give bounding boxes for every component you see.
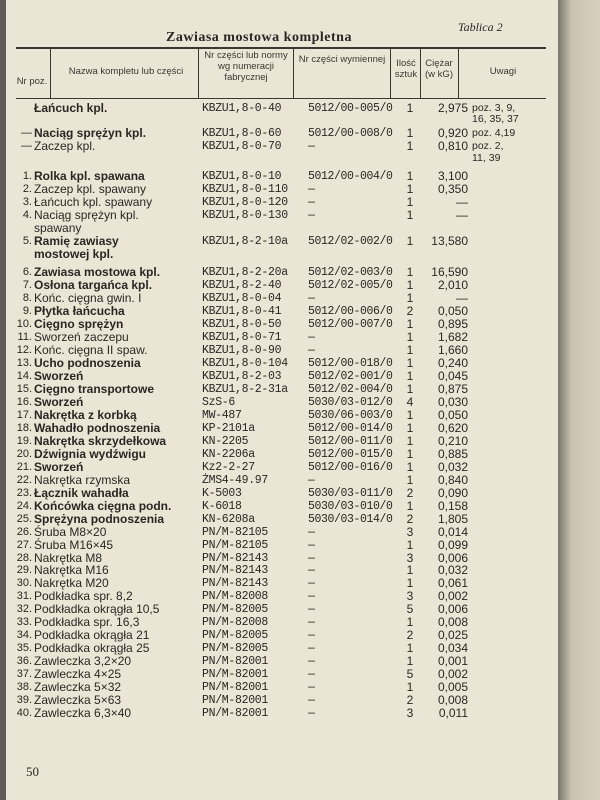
replacement-number: 5012/00-005/0	[308, 102, 393, 115]
row-number: 26.	[16, 526, 32, 538]
quantity: 1	[406, 473, 414, 487]
weight: 0,001	[437, 654, 468, 668]
quantity: 1	[406, 126, 414, 140]
catalog-number: KBZU1,8-0-60	[202, 127, 282, 140]
weight: 1,805	[437, 512, 468, 526]
row-number: 29.	[16, 564, 32, 576]
part-name: Śruba M16×45	[34, 538, 114, 552]
part-name: Sprężyna podnoszenia	[34, 512, 165, 526]
catalog-number: PN/M-82005	[202, 629, 269, 642]
row-number: 19.	[16, 435, 32, 447]
catalog-number: KN-6208a	[202, 513, 255, 526]
quantity: 1	[406, 234, 414, 248]
catalog-number: PN/M-82143	[202, 552, 269, 565]
quantity: 1	[406, 654, 414, 668]
replacement-number: 5030/03-011/0	[308, 487, 393, 500]
replacement-number: 5012/00-008/0	[308, 127, 393, 140]
quantity: 1	[406, 382, 414, 396]
part-name: Naciąg sprężyn kpl.	[34, 126, 147, 140]
weight: 0,008	[437, 693, 468, 707]
replacement-number: —	[308, 564, 315, 577]
row-number: 20.	[16, 448, 32, 460]
part-name: Podkładka spr. 8,2	[34, 589, 133, 603]
part-name: Zawiasa mostowa kpl.	[34, 265, 161, 279]
quantity: 1	[406, 291, 414, 305]
catalog-number: PN/M-82005	[202, 603, 269, 616]
weight: 0,158	[437, 499, 468, 513]
weight: 0,885	[437, 447, 468, 461]
row-number: 33.	[16, 616, 32, 628]
quantity: 1	[406, 330, 414, 344]
replacement-number: 5012/02-003/0	[308, 266, 393, 279]
quantity: 1	[406, 343, 414, 357]
catalog-number: PN/M-82008	[202, 616, 269, 629]
row-number: 6.	[22, 266, 32, 278]
row-number: 25.	[16, 513, 32, 525]
quantity: 1	[406, 101, 414, 115]
replacement-number: —	[308, 577, 315, 590]
replacement-number: 5012/00-018/0	[308, 357, 393, 370]
quantity: 2	[406, 512, 414, 526]
row-number: 37.	[16, 668, 32, 680]
part-name: Zawleczka 6,3×40	[34, 706, 132, 720]
catalog-number: PN/M-82143	[202, 564, 269, 577]
weight: 0,099	[437, 538, 468, 552]
quantity: 1	[406, 169, 414, 183]
row-number: 5.	[22, 235, 32, 247]
row-number: 32.	[16, 603, 32, 615]
weight: —	[456, 291, 468, 305]
weight: —	[456, 208, 468, 222]
part-name: Podkładka okrągła 10,5	[34, 602, 160, 616]
header-replaceable: Nr części wymiennej	[298, 54, 386, 65]
row-number: 30.	[16, 577, 32, 589]
catalog-number: PN/M-82001	[202, 681, 269, 694]
catalog-number: SzS-6	[202, 396, 236, 409]
header-catalog: Nr części lub normy wg numeracji fabrycznej	[204, 50, 288, 83]
row-number: 18.	[16, 422, 32, 434]
part-name: Sworzeń	[34, 395, 84, 409]
replacement-number: —	[308, 655, 315, 668]
row-number: 17.	[16, 409, 32, 421]
catalog-number: PN/M-82001	[202, 707, 269, 720]
header-separator	[390, 48, 391, 98]
quantity: 2	[406, 693, 414, 707]
weight: 0,350	[437, 182, 468, 196]
replacement-number: 5012/00-004/0	[308, 170, 393, 183]
catalog-number: PN/M-82005	[202, 642, 269, 655]
part-name: Zawleczka 5×32	[34, 680, 122, 694]
row-number: 27.	[16, 539, 32, 551]
remarks: poz. 2,	[472, 140, 504, 152]
row-number: 2.	[22, 183, 32, 195]
replacement-number: 5012/02-005/0	[308, 279, 393, 292]
catalog-number: PN/M-82001	[202, 668, 269, 681]
weight: 0,006	[437, 602, 468, 616]
replacement-number: 5012/00-011/0	[308, 435, 393, 448]
row-number: 28.	[16, 552, 32, 564]
replacement-number: —	[308, 552, 315, 565]
catalog-number: KBZU1,8-0-110	[202, 183, 288, 196]
weight: 0,210	[437, 434, 468, 448]
catalog-number: KBZU1,8-2-31a	[202, 383, 288, 396]
quantity: 1	[406, 447, 414, 461]
catalog-number: KBZU1,8-0-70	[202, 140, 282, 153]
quantity: 1	[406, 278, 414, 292]
catalog-number: KBZU1,8-0-130	[202, 209, 288, 222]
weight: 0,240	[437, 356, 468, 370]
part-name: mostowej kpl.	[34, 247, 114, 261]
catalog-number: KBZU1,8-0-04	[202, 292, 282, 305]
row-number: 31.	[16, 590, 32, 602]
weight: 0,002	[437, 667, 468, 681]
quantity: 3	[406, 706, 414, 720]
replacement-number: —	[308, 616, 315, 629]
quantity: 2	[406, 486, 414, 500]
quantity: 1	[406, 576, 414, 590]
catalog-number: KP-2101a	[202, 422, 255, 435]
quantity: 3	[406, 551, 414, 565]
quantity: 3	[406, 525, 414, 539]
replacement-number: —	[308, 668, 315, 681]
row-number: 11.	[17, 331, 32, 343]
header-separator	[198, 48, 199, 98]
catalog-number: PN/M-82001	[202, 694, 269, 707]
part-name: Zawleczka 3,2×20	[34, 654, 132, 668]
row-number: 36.	[16, 655, 32, 667]
quantity: 1	[406, 356, 414, 370]
catalog-number: PN/M-82143	[202, 577, 269, 590]
catalog-number: KBZU1,8-2-20a	[202, 266, 288, 279]
row-number: 34.	[16, 629, 32, 641]
replacement-number: —	[308, 526, 315, 539]
row-number: 1.	[22, 170, 32, 182]
catalog-number: PN/M-82105	[202, 539, 269, 552]
part-name: Nakrętka z korbką	[34, 408, 137, 422]
weight: 0,032	[437, 460, 468, 474]
replacement-number: 5012/00-014/0	[308, 422, 393, 435]
weight: 2,975	[437, 101, 468, 115]
part-name: spawany	[34, 221, 82, 235]
header-remarks: Uwagi	[489, 66, 517, 77]
table-number: Tablica 2	[458, 20, 503, 34]
replacement-number: 5012/00-016/0	[308, 461, 393, 474]
part-name: Łącznik wahadła	[34, 486, 129, 500]
catalog-number: PN/M-82001	[202, 655, 269, 668]
row-number: 14.	[16, 370, 32, 382]
weight: 0,875	[437, 382, 468, 396]
weight: 0,005	[437, 680, 468, 694]
part-name: Nakrętka M16	[34, 563, 109, 577]
weight: 0,006	[437, 551, 468, 565]
weight: 3,100	[437, 169, 468, 183]
part-name: Nakrętka M20	[34, 576, 109, 590]
weight: 0,011	[438, 706, 468, 720]
replacement-number: 5012/02-001/0	[308, 370, 393, 383]
replacement-number: —	[308, 707, 315, 720]
weight: 0,032	[437, 563, 468, 577]
part-name: Zaczep kpl.	[34, 139, 96, 153]
part-name: Sworzeń	[34, 460, 84, 474]
catalog-number: KBZU1,8-0-10	[202, 170, 282, 183]
weight: 0,061	[437, 576, 468, 590]
part-name: Śruba M8×20	[34, 525, 107, 539]
weight: 13,580	[431, 234, 468, 248]
row-number: —	[21, 127, 32, 139]
catalog-number: KN-2206a	[202, 448, 255, 461]
header-separator	[293, 48, 294, 98]
weight: 0,014	[437, 525, 468, 539]
catalog-number: KBZU1,8-2-10a	[202, 235, 288, 248]
header-name: Nazwa kompletu lub części	[68, 66, 184, 77]
table-top-rule	[16, 47, 546, 49]
row-number: 9.	[22, 305, 32, 317]
replacement-number: 5012/00-015/0	[308, 448, 393, 461]
part-name: Końc. cięgna gwin. I	[34, 291, 142, 305]
catalog-number: MW-487	[202, 409, 242, 422]
quantity: 1	[406, 317, 414, 331]
part-name: Zawleczka 5×63	[34, 693, 122, 707]
replacement-number: 5030/06-003/0	[308, 409, 393, 422]
part-name: Podkładka okrągła 21	[34, 628, 150, 642]
quantity: 1	[406, 408, 414, 422]
row-number: 10.	[16, 318, 32, 330]
row-number: 39.	[16, 694, 32, 706]
part-name: Sworzeń	[34, 369, 84, 383]
part-name: Łańcuch kpl.	[34, 101, 108, 115]
replacement-number: —	[308, 292, 315, 305]
quantity: 1	[406, 434, 414, 448]
quantity: 1	[406, 208, 414, 222]
quantity: 1	[406, 641, 414, 655]
catalog-number: PN/M-82008	[202, 590, 269, 603]
catalog-number: PN/M-82105	[202, 526, 269, 539]
quantity: 1	[406, 615, 414, 629]
catalog-number: KBZU1,8-0-40	[202, 102, 282, 115]
row-number: —	[21, 140, 32, 152]
row-number: 35.	[16, 642, 32, 654]
part-name: Końcówka cięgna podn.	[34, 499, 172, 513]
quantity: 3	[406, 589, 414, 603]
adjacent-page-edge	[556, 0, 600, 800]
quantity: 2	[406, 628, 414, 642]
replacement-number: —	[308, 209, 315, 222]
weight: 2,010	[437, 278, 468, 292]
part-name: Podkładka spr. 16,3	[34, 615, 140, 629]
catalog-number: KBZU1,8-0-50	[202, 318, 282, 331]
part-name: Podkładka okrągła 25	[34, 641, 150, 655]
row-number: 21.	[16, 461, 32, 473]
quantity: 5	[406, 667, 414, 681]
part-name: Łańcuch kpl. spawany	[34, 195, 153, 209]
part-name: Końc. cięgna II spaw.	[34, 343, 148, 357]
weight: —	[456, 195, 468, 209]
replacement-number: —	[308, 539, 315, 552]
row-number: 4.	[22, 209, 32, 221]
remarks: 16, 35, 37	[472, 113, 519, 125]
replacement-number: —	[308, 183, 315, 196]
weight: 0,895	[437, 317, 468, 331]
part-name: Wahadło podnoszenia	[34, 421, 161, 435]
weight: 1,682	[437, 330, 468, 344]
weight: 0,810	[437, 139, 468, 153]
replacement-number: —	[308, 681, 315, 694]
part-name: Cięgno transportowe	[34, 382, 155, 396]
catalog-number: KBZU1,8-0-104	[202, 357, 288, 370]
weight: 0,025	[437, 628, 468, 642]
quantity: 1	[406, 499, 414, 513]
header-qty: Ilość sztuk	[394, 58, 418, 80]
weight: 0,090	[437, 486, 468, 500]
quantity: 1	[406, 182, 414, 196]
replacement-number: —	[308, 590, 315, 603]
row-number: 38.	[16, 681, 32, 693]
row-number: 16.	[16, 396, 32, 408]
replacement-number: —	[308, 629, 315, 642]
row-number: 3.	[22, 196, 32, 208]
catalog-number: KBZU1,8-0-90	[202, 344, 282, 357]
replacement-number: —	[308, 642, 315, 655]
header-separator	[50, 48, 51, 98]
replacement-number: 5030/03-012/0	[308, 396, 393, 409]
catalog-number: K-6018	[202, 500, 242, 513]
row-number: 7.	[22, 279, 32, 291]
quantity: 1	[406, 139, 414, 153]
header-nr: Nr poz.	[16, 76, 48, 87]
replacement-number: 5012/02-004/0	[308, 383, 393, 396]
replacement-number: —	[308, 331, 315, 344]
catalog-number: Kz2-2-27	[202, 461, 255, 474]
weight: 0,050	[437, 304, 468, 318]
catalog-number: KBZU1,8-2-03	[202, 370, 282, 383]
replacement-number: 5030/03-014/0	[308, 513, 393, 526]
page-title: Zawiasa mostowa kompletna	[166, 30, 352, 45]
catalog-number: KBZU1,8-2-40	[202, 279, 282, 292]
quantity: 1	[406, 563, 414, 577]
weight: 0,620	[437, 421, 468, 435]
part-name: Cięgno sprężyn	[34, 317, 124, 331]
part-name: Zawleczka 4×25	[34, 667, 122, 681]
remarks: poz. 3, 9,	[472, 102, 516, 114]
quantity: 1	[406, 680, 414, 694]
row-number: 15.	[16, 383, 32, 395]
catalog-number: ŻMS4-49.97	[202, 474, 269, 487]
catalog-number: K-5003	[202, 487, 242, 500]
quantity: 4	[406, 395, 414, 409]
row-number: 40.	[16, 707, 32, 719]
row-number: 24.	[16, 500, 32, 512]
weight: 16,590	[431, 265, 468, 279]
quantity: 5	[406, 602, 414, 616]
part-name: Zaczep kpl. spawany	[34, 182, 147, 196]
catalog-number: KBZU1,8-0-120	[202, 196, 288, 209]
replacement-number: 5012/00-007/0	[308, 318, 393, 331]
header-bottom-rule	[16, 98, 546, 99]
replacement-number: —	[308, 140, 315, 153]
quantity: 1	[406, 538, 414, 552]
part-name: Dźwignia wydźwigu	[34, 447, 147, 461]
replacement-number: —	[308, 344, 315, 357]
replacement-number: —	[308, 694, 315, 707]
weight: 0,030	[437, 395, 468, 409]
quantity: 2	[406, 304, 414, 318]
weight: 0,008	[437, 615, 468, 629]
remarks: poz. 4,19	[472, 127, 516, 139]
remarks: 11, 39	[472, 152, 501, 164]
quantity: 1	[406, 265, 414, 279]
row-number: 23.	[16, 487, 32, 499]
row-number: 8.	[22, 292, 32, 304]
part-name: Płytka łańcucha	[34, 304, 125, 318]
header-separator	[458, 48, 459, 98]
part-name: Ramię zawiasy	[34, 234, 119, 248]
quantity: 1	[406, 421, 414, 435]
part-name: Osłona targańca kpl.	[34, 278, 153, 292]
weight: 0,840	[437, 473, 468, 487]
part-name: Naciąg sprężyn kpl.	[34, 208, 139, 222]
quantity: 1	[406, 369, 414, 383]
row-number: 12.	[16, 344, 32, 356]
document-page	[6, 0, 558, 800]
part-name: Nakrętka rzymska	[34, 473, 131, 487]
quantity: 1	[406, 460, 414, 474]
part-name: Sworzeń zaczepu	[34, 330, 129, 344]
weight: 0,002	[437, 589, 468, 603]
quantity: 1	[406, 195, 414, 209]
header-weight: Ciężar (w kG)	[425, 58, 453, 80]
part-name: Nakrętka M8	[34, 551, 103, 565]
weight: 0,045	[437, 369, 468, 383]
replacement-number: 5012/02-002/0	[308, 235, 393, 248]
weight: 1,660	[437, 343, 468, 357]
replacement-number: 5012/00-006/0	[308, 305, 393, 318]
weight: 0,034	[437, 641, 468, 655]
part-name: Ucho podnoszenia	[34, 356, 141, 370]
catalog-number: KBZU1,8-0-41	[202, 305, 282, 318]
replacement-number: —	[308, 474, 315, 487]
weight: 0,050	[437, 408, 468, 422]
part-name: Nakrętka skrzydełkowa	[34, 434, 167, 448]
replacement-number: 5030/03-010/0	[308, 500, 393, 513]
catalog-number: KBZU1,8-0-71	[202, 331, 282, 344]
replacement-number: —	[308, 196, 315, 209]
row-number: 13.	[16, 357, 32, 369]
page-number: 50	[26, 764, 39, 779]
catalog-number: KN-2205	[202, 435, 249, 448]
part-name: Rolka kpl. spawana	[34, 169, 145, 183]
row-number: 22.	[16, 474, 32, 486]
weight: 0,920	[437, 126, 468, 140]
replacement-number: —	[308, 603, 315, 616]
